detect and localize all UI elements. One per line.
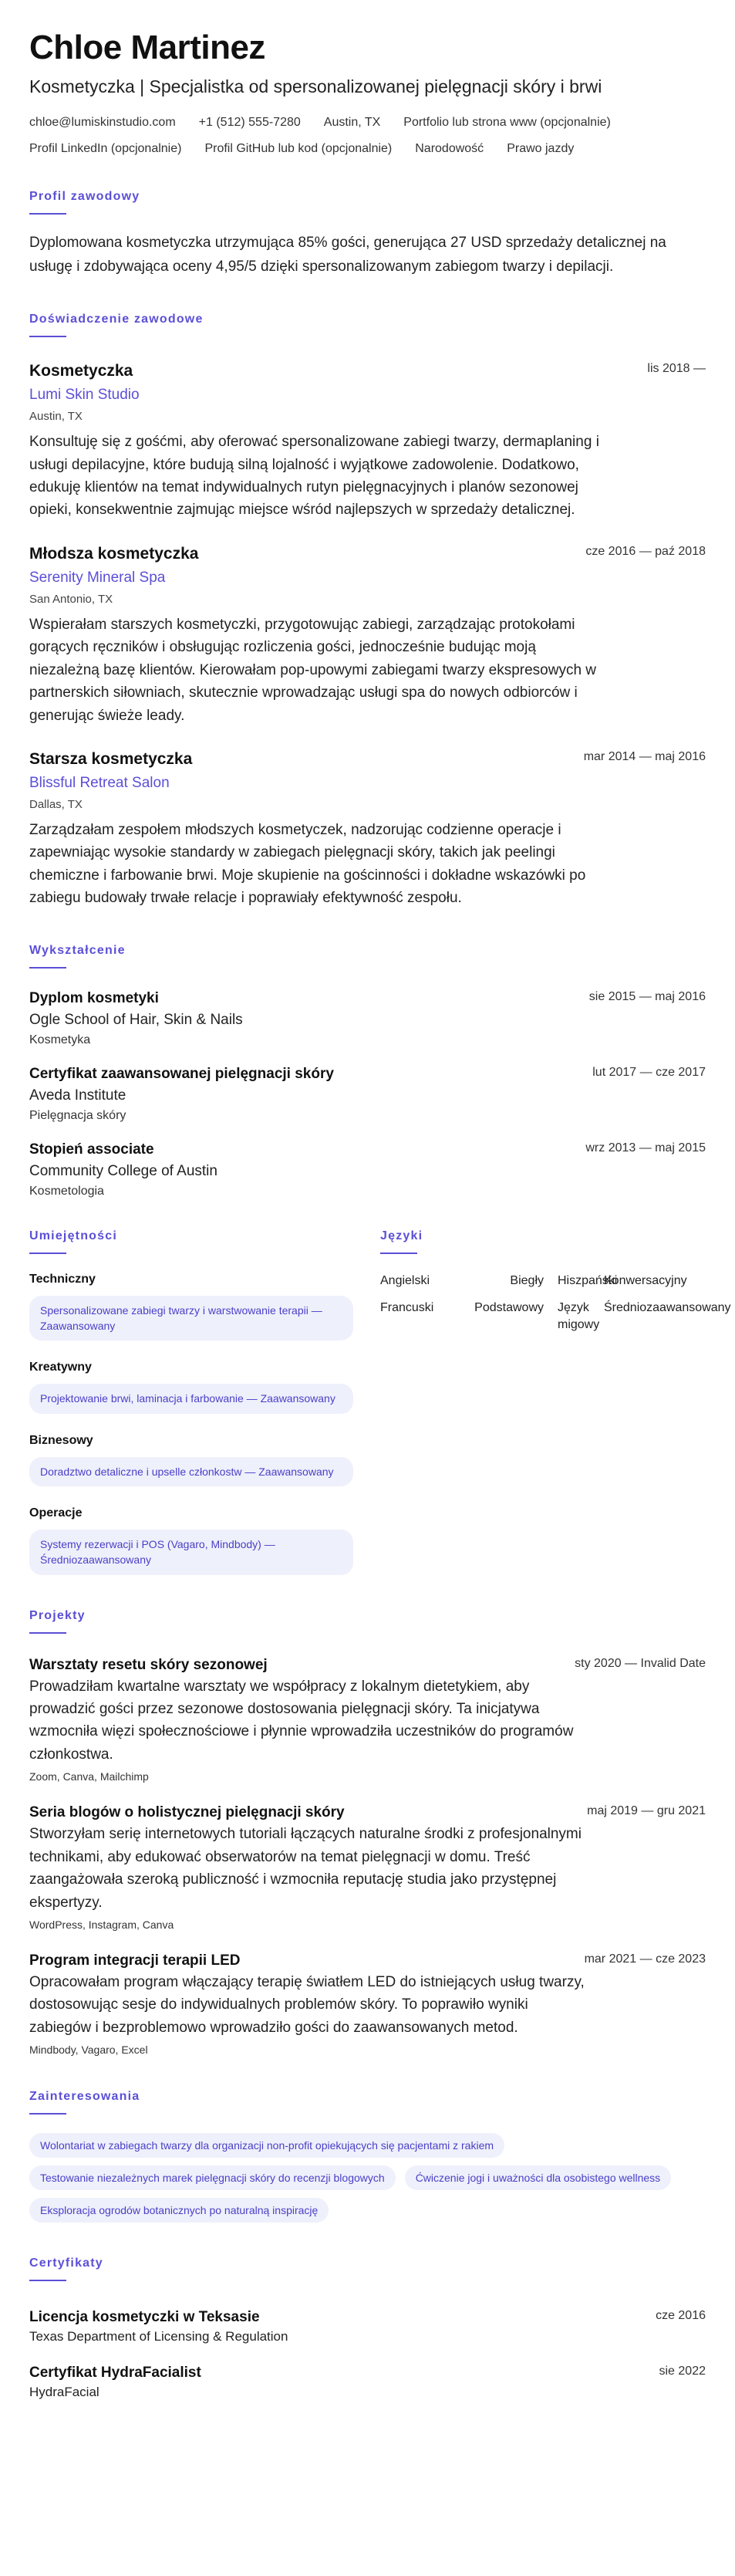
education-section <box>29 944 706 1198</box>
languages-table <box>380 1273 731 1334</box>
education-title: Stopień associate <box>29 1141 154 1158</box>
summary-text: Dyplomowana kosmetyczka utrzymująca 85% gości, generująca 27 USD sprzedaży detalicznej na usługę i zdobywająca oceny 4,95/5 dzięki spersonalizowanym zabiegom twarzy i depilacji. <box>29 235 666 275</box>
project-description: Prowadziłam kwartalne warsztaty we współpracy z lokalnym dietetykiem, aby prowadzić gości przez sezonowe dostosowania pielęgnacji skóry. Ta inicjatywa wzmocniła więzi społecznościowe i płynnie wprowadziła uczestników do programów członkostwa. <box>29 1678 574 1763</box>
education-title: Dyplom kosmetyki <box>29 989 159 1006</box>
project-tools: Mindbody, Vagaro, Excel <box>29 2044 148 2057</box>
contact-list <box>29 116 662 156</box>
job-date: lis 2018 — <box>647 362 706 376</box>
certificates-section <box>29 2257 706 2400</box>
section-title: Certyfikaty <box>29 2257 103 2270</box>
education-school: Community College of Austin <box>29 1162 217 1179</box>
job-entry <box>29 362 706 522</box>
education-date: wrz 2013 — maj 2015 <box>585 1141 706 1154</box>
section-title: Umiejętności <box>29 1229 117 1242</box>
certificate-date: sie 2022 <box>659 2365 706 2378</box>
job-date: mar 2014 — maj 2016 <box>583 750 706 763</box>
section-divider <box>29 1253 66 1254</box>
contact-email[interactable]: chloe@lumiskinstudio.com <box>29 116 176 130</box>
language-row <box>380 1273 704 1290</box>
certificate-entry <box>29 2309 706 2344</box>
section-divider <box>380 1253 417 1254</box>
job-company: Lumi Skin Studio <box>29 387 140 404</box>
skill-category: Techniczny <box>29 1272 96 1286</box>
certificate-entry <box>29 2365 706 2400</box>
skill-pill: Projektowanie brwi, laminacja i farbowanie — Zaawansowany <box>29 1384 353 1413</box>
contact-location: Austin, TX <box>323 116 381 130</box>
language-name: Hiszpański <box>558 1273 618 1287</box>
education-entry <box>29 1066 706 1123</box>
education-entry <box>29 990 706 1047</box>
experience-section <box>29 313 706 910</box>
section-divider <box>29 336 66 337</box>
certificate-issuer: HydraFacial <box>29 2385 99 2400</box>
section-divider <box>29 1632 66 1634</box>
section-title: Języki <box>380 1229 423 1242</box>
section-title: Doświadczenie zawodowe <box>29 313 204 326</box>
job-entry <box>29 545 706 727</box>
job-location: Dallas, TX <box>29 798 83 811</box>
skills-section <box>29 1229 353 1575</box>
section-title: Wykształcenie <box>29 943 126 957</box>
education-title: Certyfikat zaawansowanej pielęgnacji skóry <box>29 1065 334 1082</box>
candidate-name: Chloe Martinez <box>29 29 265 66</box>
project-tools: Zoom, Canva, Mailchimp <box>29 1770 149 1783</box>
education-date: sie 2015 — maj 2016 <box>588 989 706 1003</box>
contact-linkedin[interactable]: Profil LinkedIn (opcjonalnie) <box>29 142 182 156</box>
contact-phone[interactable]: +1 (512) 555-7280 <box>198 116 301 130</box>
language-name: Angielski <box>380 1273 430 1287</box>
interest-chip: Wolontariat w zabiegach twarzy dla organizacji non-profit opiekujących się pacjentami z rakiem <box>29 2133 504 2158</box>
interest-chip: Eksploracja ogrodów botanicznych po naturalną inspirację <box>29 2198 329 2223</box>
skills-languages-row <box>29 1229 731 1575</box>
section-divider <box>29 2280 66 2281</box>
contact-driving-license: Prawo jazdy <box>507 142 575 156</box>
job-title: Starsza kosmetyczka <box>29 750 193 768</box>
language-level: Konwersacyjny <box>604 1273 687 1287</box>
section-divider <box>29 213 66 215</box>
education-school: Ogle School of Hair, Skin & Nails <box>29 1011 243 1028</box>
interest-chip: Ćwiczenie jogi i uważności dla osobistego wellness <box>405 2165 672 2190</box>
job-location: San Antonio, TX <box>29 592 113 606</box>
project-title: Warsztaty resetu skóry sezonowej <box>29 1656 268 1673</box>
job-company: Blissful Retreat Salon <box>29 775 170 791</box>
job-description: Konsultuję się z gośćmi, aby oferować spersonalizowane zabiegi twarzy, dermaplaning i usługi depilacyjne, które budują silną lojalność i wyjątkowe zadowolenie. Dodatkowo, edukuję klientów na temat indywidualnych rutyn pielęgnacyjnych i planów sezonowej opieki, konsekwentnie zajmując miejsce wśród najlepszych w sprzedaży detalicznej. <box>29 434 599 519</box>
job-description: Zarządzałam zespołem młodszych kosmetyczek, nadzorując codzienne operacje i zapewniając wysokie standardy w zabiegach pielęgnacji skóry, takich jak peelingi chemiczne i farbowanie brwi. Moje skupienie na gościnności i dokładne wskazówki po zabiegu budowały trwałe relacje i poprawiały efektywność zespołu. <box>29 822 586 907</box>
skill-pill: Spersonalizowane zabiegi twarzy i warstwowanie terapii — Zaawansowany <box>29 1296 353 1341</box>
certificate-name: Licencja kosmetyczki w Teksasie <box>29 2309 260 2326</box>
project-entry <box>29 1804 706 1931</box>
language-level: Biegły <box>510 1273 544 1287</box>
interests-list <box>29 2133 708 2223</box>
project-title: Program integracji terapii LED <box>29 1952 241 1969</box>
interests-section <box>29 2090 706 2223</box>
project-description: Opracowałam program włączający terapię światłem LED do istniejących usług twarzy, dostosowując sesje do indywidualnych problemów skóry. To poprawiło wyniki zabiegów i bezproblemowo wprowadziło gości do zaawansowanych metod. <box>29 1974 585 2036</box>
resume-header <box>29 29 706 156</box>
candidate-headline: Kosmetyczka | Specjalistka od spersonalizowanej pielęgnacji skóry i brwi <box>29 76 602 97</box>
education-field: Kosmetologia <box>29 1184 104 1198</box>
education-date: lut 2017 — cze 2017 <box>592 1065 706 1079</box>
language-row <box>380 1300 731 1333</box>
skill-category: Biznesowy <box>29 1433 93 1447</box>
job-title: Młodsza kosmetyczka <box>29 544 199 563</box>
section-title: Profil zawodowy <box>29 190 140 204</box>
education-field: Pielęgnacja skóry <box>29 1108 126 1122</box>
projects-section <box>29 1609 706 2057</box>
job-location: Austin, TX <box>29 410 83 424</box>
certificate-name: Certyfikat HydraFacialist <box>29 2365 201 2382</box>
contact-github[interactable]: Profil GitHub lub kod (opcjonalnie) <box>204 142 393 156</box>
contact-nationality: Narodowość <box>415 142 484 156</box>
contact-portfolio[interactable]: Portfolio lub strona www (opcjonalnie) <box>403 116 611 130</box>
job-description: Wspierałam starszych kosmetyczki, przygotowując zabiegi, zarządzając protokołami gorących ręczników i obsługując rozliczenia gości, jednocześnie budując moją niezależną bazę klientów. Kierowałam pop-upowymi zabiegami twarzy ekspresowych w partnerskich siłowniach, skutecznie wprowadzając usługi spa do nowych odbiorców i generując świeże leady. <box>29 616 597 724</box>
language-name: Francuski <box>380 1301 434 1315</box>
project-entry <box>29 1952 706 2056</box>
certificate-date: cze 2016 <box>656 2309 706 2323</box>
project-date: sty 2020 — Invalid Date <box>575 1656 706 1670</box>
language-level: Średniozaawansowany <box>604 1301 731 1315</box>
certificate-issuer: Texas Department of Licensing & Regulation <box>29 2329 288 2344</box>
education-school: Aveda Institute <box>29 1087 126 1104</box>
job-company: Serenity Mineral Spa <box>29 569 166 586</box>
project-description: Stworzyłam serię internetowych tutoriali łączących naturalne środki z profesjonalnymi technikami, aby edukować obserwatorów na temat pielęgnacji w domu. Treść zaangażowała szeroką publiczność i wzmocniła reputację studia jako przystępnej ekspertyzy. <box>29 1826 582 1911</box>
skill-category: Operacje <box>29 1506 83 1520</box>
language-level: Podstawowy <box>474 1301 544 1315</box>
job-entry <box>29 750 706 910</box>
summary-section <box>29 190 706 279</box>
project-date: mar 2021 — cze 2023 <box>584 1952 706 1966</box>
project-tools: WordPress, Instagram, Canva <box>29 1918 174 1932</box>
section-title: Zainteresowania <box>29 2090 140 2104</box>
skill-pill: Doradztwo detaliczne i upselle członkostw — Zaawansowany <box>29 1457 353 1486</box>
skill-category: Kreatywny <box>29 1361 92 1374</box>
section-divider <box>29 2113 66 2115</box>
education-field: Kosmetyka <box>29 1033 91 1046</box>
skill-pill: Systemy rezerwacji i POS (Vagaro, Mindbody) — Średniozaawansowany <box>29 1530 353 1575</box>
project-entry <box>29 1657 706 1783</box>
section-title: Projekty <box>29 1608 86 1622</box>
job-date: cze 2016 — paź 2018 <box>585 544 706 558</box>
education-entry <box>29 1141 706 1198</box>
project-date: maj 2019 — gru 2021 <box>587 1804 706 1818</box>
language-name: Język migowy <box>558 1301 600 1331</box>
section-divider <box>29 967 66 969</box>
interest-chip: Testowanie niezależnych marek pielęgnacji skóry do recenzji blogowych <box>29 2165 396 2190</box>
languages-section <box>380 1229 731 1575</box>
project-title: Seria blogów o holistycznej pielęgnacji skóry <box>29 1804 345 1821</box>
job-title: Kosmetyczka <box>29 362 133 380</box>
